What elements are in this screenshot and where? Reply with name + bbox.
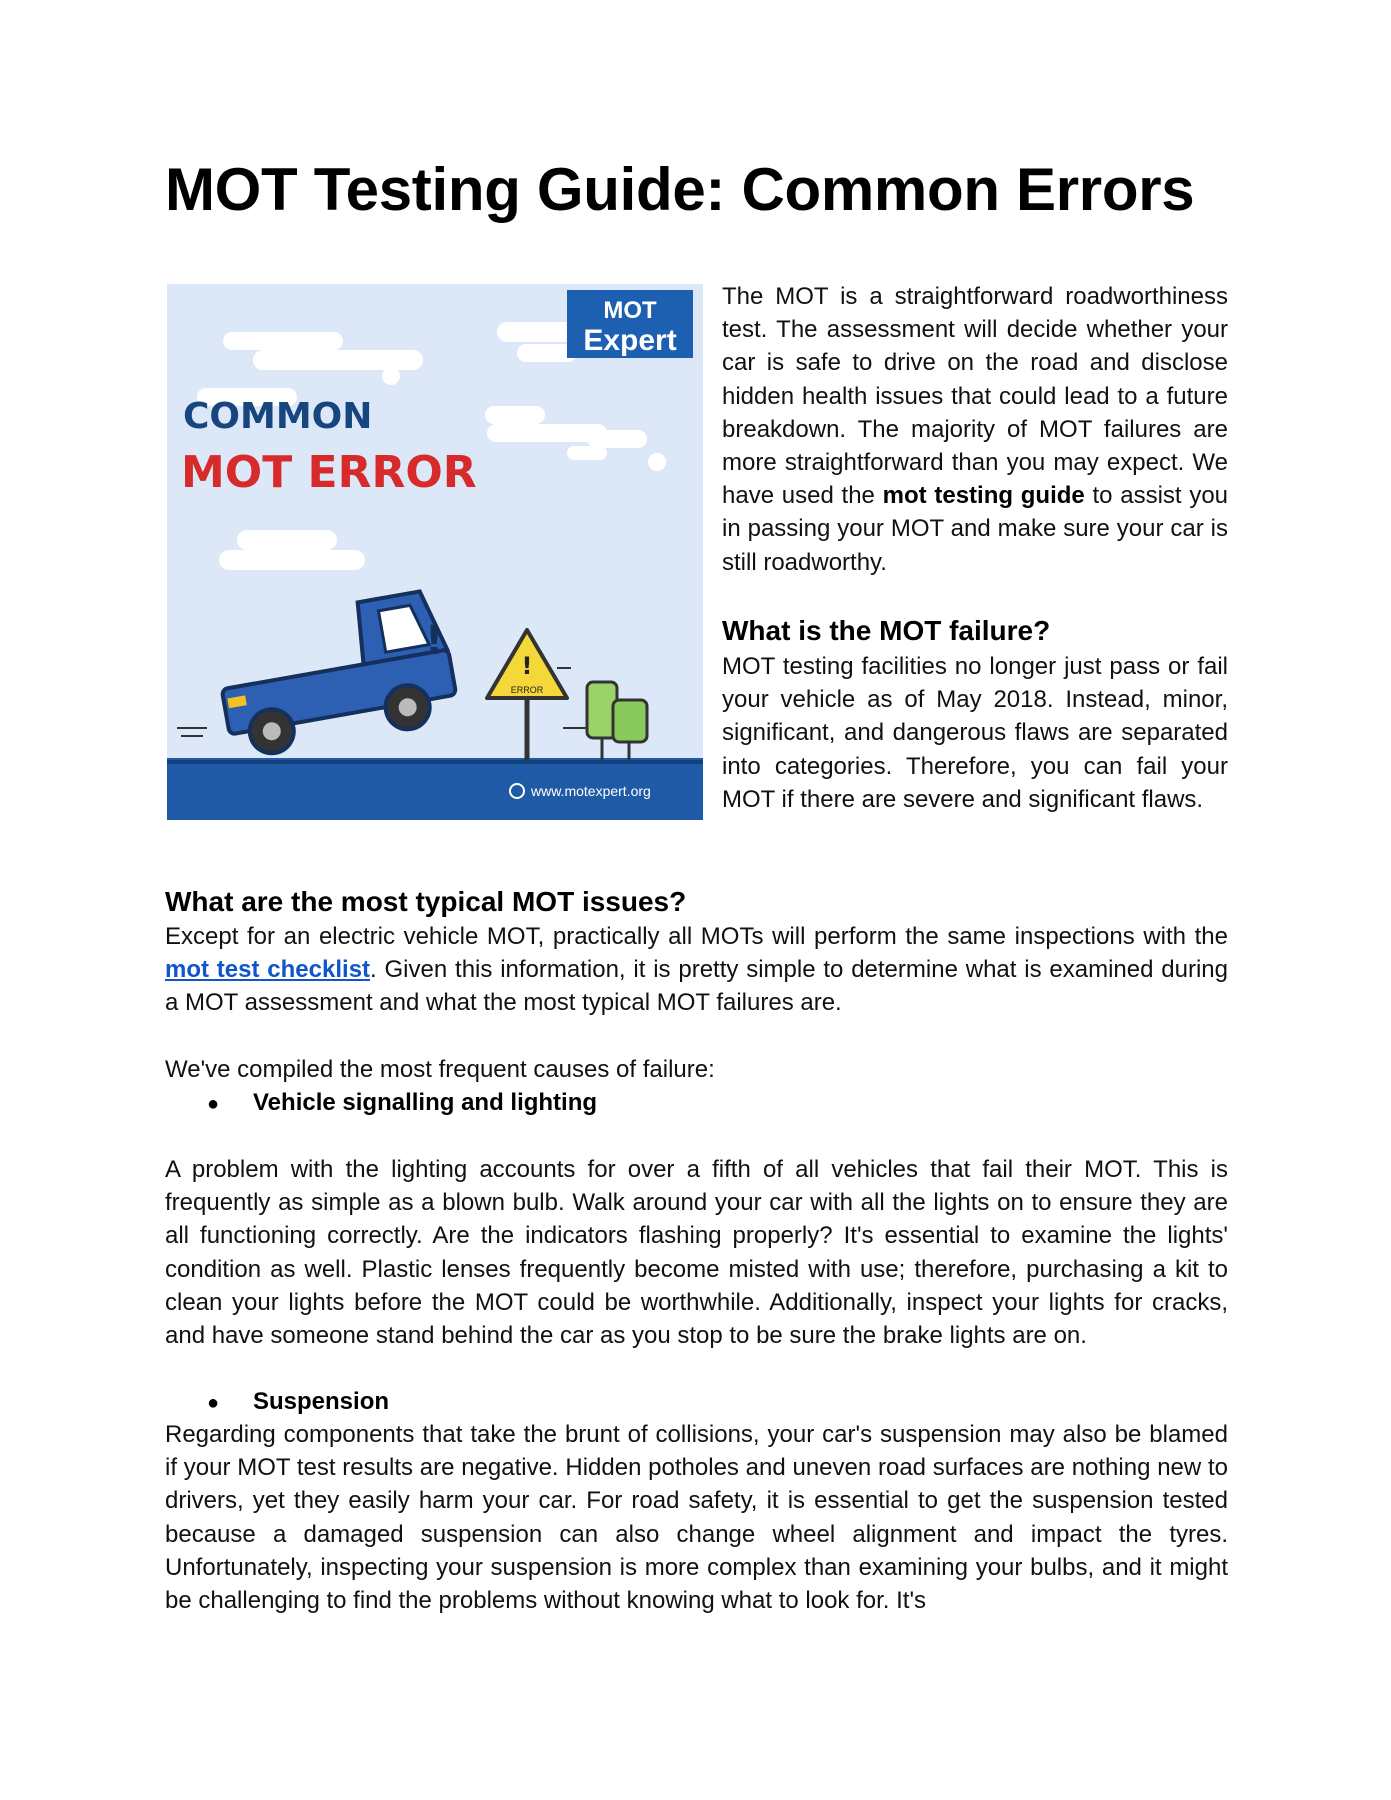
intro-text-1: The MOT is a straightforward roadworthiness test. The assessment will decide whether your car is safe to drive on the road and disclose hidden health issues that could lead to a future breakdown. The majority of MOT failures are more straightforward than you may expect. We have used the xyxy=(722,283,1228,510)
mot-test-checklist-link[interactable]: mot test checklist xyxy=(165,956,371,984)
hero-website: www.motexpert.org xyxy=(531,783,651,799)
issues-text-1: Except for an electric vehicle MOT, practically all MOTs will perform the same inspections with the xyxy=(165,923,1228,950)
hero-illustration xyxy=(167,284,703,820)
hero-heading-common: COMMON xyxy=(183,396,373,437)
bullet-icon: ● xyxy=(207,1392,220,1414)
intro-bold-keyword: mot testing guide xyxy=(882,482,1085,510)
bullet-label-suspension: Suspension xyxy=(253,1388,390,1415)
issues-paragraph-2: We've compiled the most frequent causes of failure: xyxy=(165,1056,715,1083)
hero-heading-error: MOT ERROR xyxy=(181,447,477,498)
warning-sign-label: ERROR xyxy=(510,685,544,695)
hero-graphic xyxy=(167,284,703,820)
logo-line2: Expert xyxy=(583,324,677,357)
list-item xyxy=(207,1086,597,1121)
logo-line1: MOT xyxy=(603,297,657,324)
alert-icon: ! xyxy=(425,618,444,664)
issues-text-2: . Given this information, it is pretty simple to determine what is examined during a MOT assessment and what the most typical MOT failures are. xyxy=(165,956,1228,1017)
bullet-label-lighting: Vehicle signalling and lighting xyxy=(253,1089,598,1116)
intro-text-2: to assist you in passing your MOT and make sure your car is still roadworthy. xyxy=(722,482,1229,576)
svg-text:!: ! xyxy=(521,652,533,680)
issues-paragraph-1 xyxy=(165,920,1228,1020)
section-heading-failure: What is the MOT failure? xyxy=(722,615,1051,646)
section-heading-issues: What are the most typical MOT issues? xyxy=(165,886,687,917)
page-title: MOT Testing Guide: Common Errors xyxy=(165,156,1195,223)
suspension-paragraph: Regarding components that take the brunt of collisions, your car's suspension may also be blamed if your MOT test results are negative. Hidden potholes and uneven road surfaces are nothing new to drivers, yet they easily harm your car. For road safety, it is essential to get the suspension tested because a damaged suspension can also change wheel alignment and impact the tyres. Unfortunately, inspecting your suspension is more complex than examining your bulbs, and it might be challenging to find the problems without knowing what to look for. It's xyxy=(165,1421,1228,1615)
lighting-paragraph: A problem with the lighting accounts for over a fifth of all vehicles that fail their MOT. This is frequently as simple as a blown bulb. Walk around your car with all the lights on to ensure they are all functioning correctly. Are the indicators flashing properly? It's essential to examine the lights' condition as well. Plastic lenses frequently become misted with use; therefore, purchasing a kit to clean your lights before the MOT could be worthwhile. Additionally, inspect your lights for cracks, and have someone stand behind the car as you stop to be sure the brake lights are on. xyxy=(165,1156,1228,1350)
failure-paragraph: MOT testing facilities no longer just pass or fail your vehicle as of May 2018. Instead, minor, significant, and dangerous flaws are separated into categories. Therefore, you can fail your MOT if there are severe and significant flaws. xyxy=(722,653,1228,813)
intro-paragraph xyxy=(722,280,1228,579)
list-item xyxy=(207,1385,389,1420)
bullet-icon: ● xyxy=(207,1093,220,1115)
